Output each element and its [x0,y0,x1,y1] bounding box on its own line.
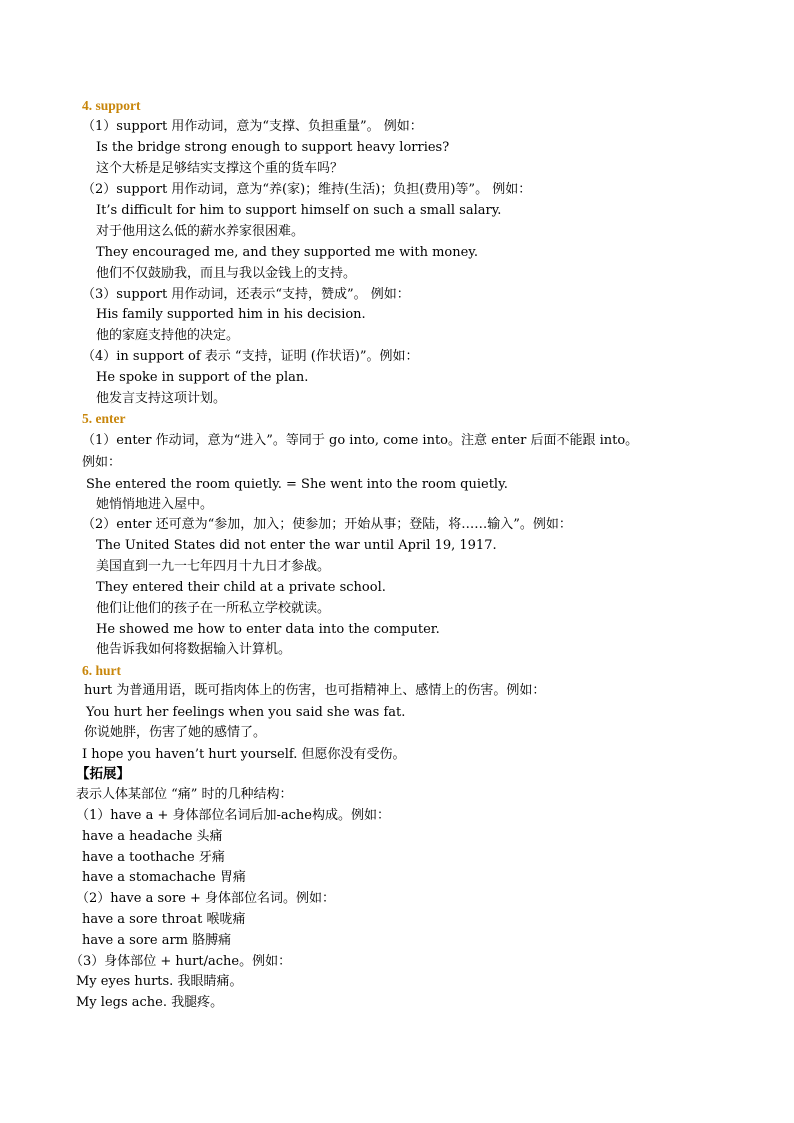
text-line: （2）enter 还可意为“参加，加入；使参加；开始从事；登陆，将……输入”。例如： [82,517,572,532]
example-line: have a stomachache 胃痛 [82,870,246,885]
section-heading-hurt: 6. hurt [82,663,122,678]
example-line: have a toothache 牙痛 [82,850,225,865]
text-line: （3）身体部位 + hurt/ache。例如： [70,954,292,969]
text-line: 表示人体某部位 “痛” 时的几种结构： [76,787,293,802]
example-en: You hurt her feelings when you said she was fat. [86,705,406,720]
example-line: My legs ache. 我腿疼。 [76,995,224,1010]
example-line: My eyes hurts. 我眼睛痛。 [76,974,243,989]
example-en: They entered their child at a private school. [96,580,386,595]
example-en: Is the bridge strong enough to support heavy lorries? [96,140,450,155]
example-zh: 他告诉我如何将数据输入计算机。 [96,642,292,657]
text-line: （1）have a + 身体部位名词后加-ache构成。例如： [76,808,390,823]
example-en: It’s difficult for him to support himself on such a small salary. [96,203,502,218]
text-line: hurt 为普通用语，既可指肉体上的伤害，也可指精神上、感情上的伤害。例如： [84,683,546,698]
example-en: They encouraged me, and they supported me with money. [96,245,479,260]
text-line: （1）support 用作动词，意为“支撑、负担重量”。 例如： [82,119,423,134]
example-zh: 他的家庭支持他的决定。 [96,328,240,343]
example-en: She entered the room quietly. = She went into the room quietly. [86,477,508,492]
example-zh: 他们让他们的孩子在一所私立学校就读。 [96,601,331,616]
example-line: have a sore arm 胳膊痛 [82,933,232,948]
section-heading-enter: 5. enter [82,411,126,426]
example-zh: 对于他用这么低的薪水养家很困难。 [96,224,305,239]
example-zh: 你说她胖，伤害了她的感情了。 [84,725,267,740]
example-line: have a sore throat 喉咙痛 [82,912,246,927]
text-line: （4）in support of 表示 “支持，证明 (作状语)”。例如： [82,349,419,364]
text-line: （1）enter 作动词，意为“进入”。等同于 go into, come into。注意 enter 后面不能跟 into。 [82,433,639,448]
example-en: I hope you haven’t hurt yourself. 但愿你没有受伤。 [82,747,406,762]
example-zh: 他发言支持这项计划。 [96,391,227,406]
text-line: （2）support 用作动词，意为“养(家)；维持(生活)；负担(费用)等”。 例如： [82,182,532,197]
example-en: He spoke in support of the plan. [96,370,309,385]
example-zh: 她悄悄地进入屋中。 [96,497,214,512]
section-heading-support: 4. support [82,98,141,113]
example-zh: 他们不仅鼓励我，而且与我以金钱上的支持。 [96,266,357,281]
text-line: （3）support 用作动词，还表示“支持，赞成”。 例如： [82,287,410,302]
example-en: He showed me how to enter data into the computer. [96,622,440,637]
text-line: （2）have a sore + 身体部位名词。例如： [76,891,336,906]
example-line: have a headache 头痛 [82,829,223,844]
example-en: His family supported him in his decision. [96,307,366,322]
example-zh: 这个大桥是足够结实支撑这个重的货车吗？ [96,161,344,176]
text-line: 例如： [82,455,122,470]
extension-heading: 【拓展】 [76,766,130,782]
example-en: The United States did not enter the war until April 19, 1917. [96,538,497,553]
example-zh: 美国直到一九一七年四月十九日才参战。 [96,559,331,574]
